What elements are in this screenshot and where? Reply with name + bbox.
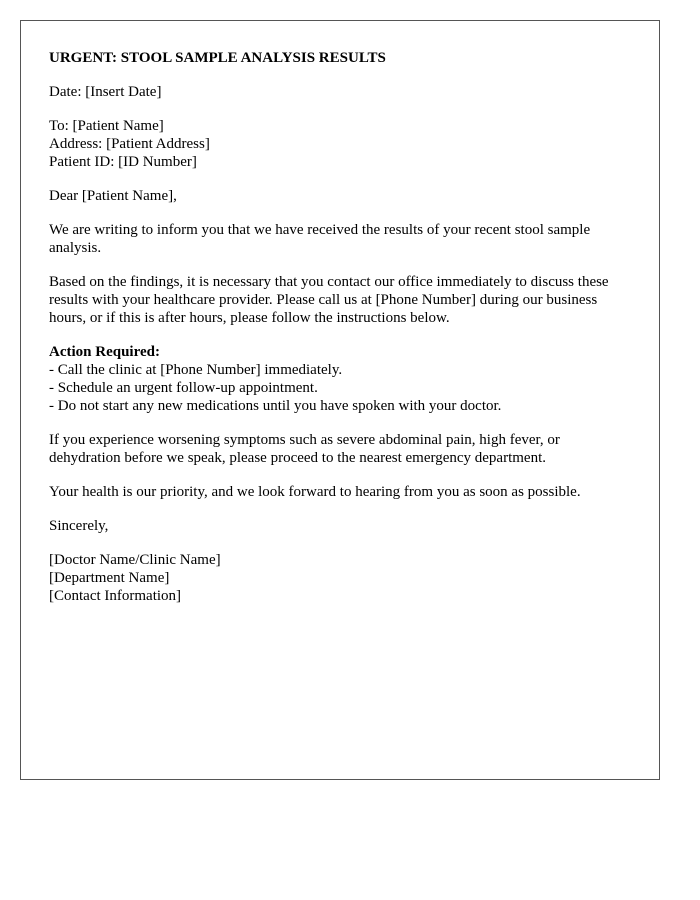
recipient-patient-id: Patient ID: [ID Number] <box>49 154 197 170</box>
paragraph-results-received: We are writing to inform you that we have received the results of your recent stool sample analysis. <box>49 222 591 256</box>
recipient-block <box>49 117 631 171</box>
signature-doctor: [Doctor Name/Clinic Name] <box>49 552 221 568</box>
signature-contact: [Contact Information] <box>49 588 182 604</box>
action-required-heading: Action Required: <box>49 344 160 360</box>
recipient-address: Address: [Patient Address] <box>49 136 210 152</box>
action-item: - Call the clinic at [Phone Number] immediately. <box>49 362 343 378</box>
closing: Sincerely, <box>49 518 109 534</box>
letter-title: URGENT: STOOL SAMPLE ANALYSIS RESULTS <box>49 50 386 66</box>
signature-block <box>49 551 631 605</box>
paragraph-contact-office: Based on the findings, it is necessary that you contact our office immediately to discuss these results with your healthcare provider. Please call us at [Phone Number] during our business hours, or if this is after hours, please follow the instructions below. <box>49 274 609 326</box>
paragraph-emergency: If you experience worsening symptoms such as severe abdominal pain, high fever, or dehydration before we speak, please proceed to the nearest emergency department. <box>49 432 560 466</box>
action-item: - Schedule an urgent follow-up appointment. <box>49 380 318 396</box>
signature-department: [Department Name] <box>49 570 170 586</box>
date-line: Date: [Insert Date] <box>49 84 162 100</box>
paragraph-health-priority: Your health is our priority, and we look forward to hearing from you as soon as possible. <box>49 484 581 500</box>
action-required-block <box>49 343 631 415</box>
action-item: - Do not start any new medications until you have spoken with your doctor. <box>49 398 502 414</box>
letter-document <box>20 20 660 780</box>
recipient-to: To: [Patient Name] <box>49 118 164 134</box>
salutation: Dear [Patient Name], <box>49 188 177 204</box>
